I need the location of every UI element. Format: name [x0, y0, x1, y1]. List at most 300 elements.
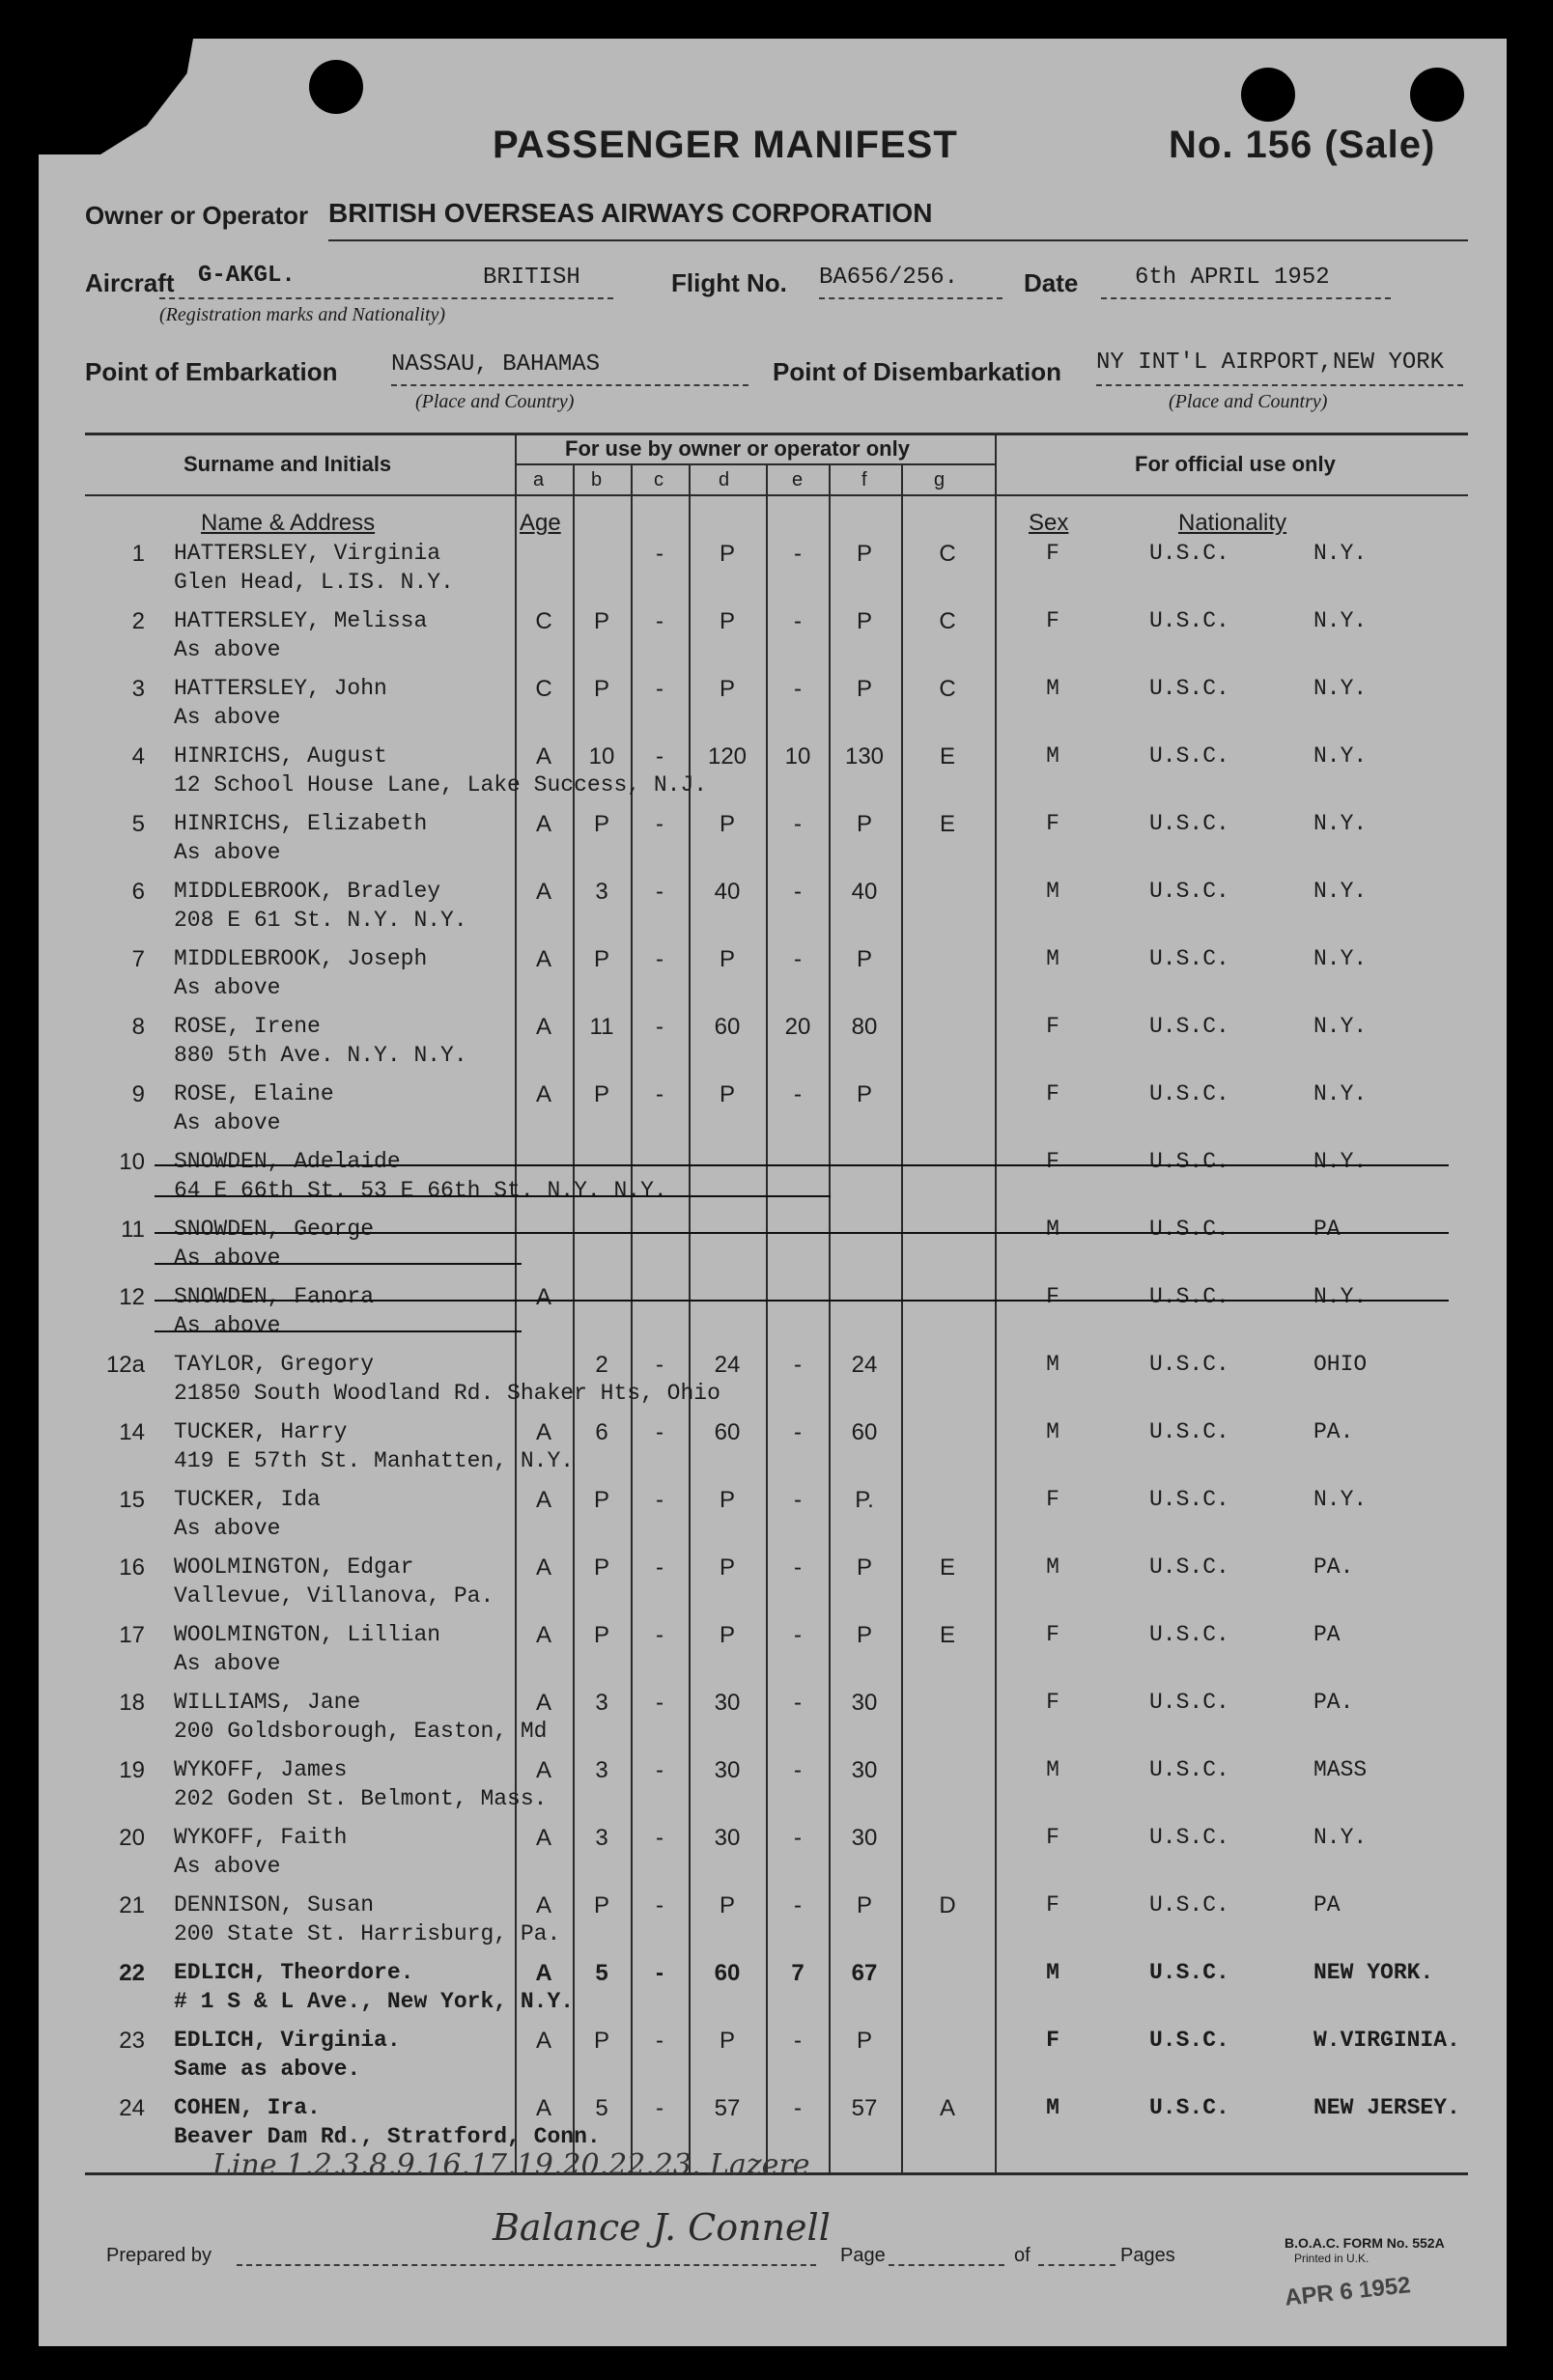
table-row: [39, 1352, 1507, 1419]
table-row: [39, 811, 1507, 879]
col-e-value: -: [794, 1487, 802, 1513]
table-row: [39, 743, 1507, 811]
col-e-value: -: [794, 1825, 802, 1851]
col-a-value: A: [535, 2095, 551, 2121]
col-c-value: -: [656, 1554, 664, 1581]
col-b-value: P: [593, 946, 609, 972]
sex-value: F: [1046, 811, 1059, 836]
col-d-value: 60: [714, 1014, 741, 1040]
passenger-name: MIDDLEBROOK, Bradley: [174, 879, 441, 904]
col-b-value: P: [593, 608, 609, 634]
col-e-value: 10: [784, 743, 811, 770]
nationality-value: U.S.C.: [1149, 1825, 1229, 1850]
col-e-value: -: [794, 1892, 802, 1918]
aircraft-label: Aircraft: [85, 268, 175, 297]
sex-value: F: [1046, 1622, 1059, 1647]
sex-value: M: [1046, 879, 1059, 904]
passenger-address: 880 5th Ave. N.Y. N.Y.: [174, 1043, 467, 1068]
col-b-value: 6: [595, 1419, 608, 1445]
col-g-value: D: [939, 1892, 956, 1918]
row-number: 6: [131, 879, 145, 905]
nationality-value: U.S.C.: [1149, 1149, 1229, 1174]
disembark-hint: (Place and Country): [1169, 391, 1328, 412]
state-value: N.Y.: [1313, 1014, 1368, 1039]
strike-through: [155, 1232, 1449, 1234]
col-c-value: -: [656, 1014, 664, 1040]
col-d-value: P: [719, 946, 735, 972]
passenger-name: EDLICH, Theordore.: [174, 1960, 414, 1985]
col-c-value: -: [656, 1825, 664, 1851]
col-a-value: A: [535, 811, 551, 837]
manifest-number: No. 156 (Sale): [1169, 124, 1436, 166]
col-a-value: A: [535, 1757, 551, 1783]
nationality-value: U.S.C.: [1149, 1487, 1229, 1512]
field-line: [819, 297, 1002, 299]
disembark-label: Point of Disembarkation: [773, 357, 1062, 386]
col-a-value: A: [535, 1825, 551, 1851]
table-row: [39, 1149, 1507, 1217]
state-value: PA.: [1313, 1690, 1354, 1715]
handwritten-line-list: Line 1.2.3.8.9.16.17.19.20.22.23. Lazere: [212, 2148, 810, 2182]
col-a-value: C: [535, 608, 552, 634]
passenger-name: WOOLMINGTON, Lillian: [174, 1622, 441, 1647]
divider: [328, 239, 1468, 241]
col-c-value: -: [656, 608, 664, 634]
passenger-name: COHEN, Ira.: [174, 2095, 321, 2120]
passenger-address: 200 State St. Harrisburg, Pa.: [174, 1921, 561, 1946]
col-a-value: A: [535, 1081, 551, 1107]
sex-value: M: [1046, 676, 1059, 701]
col-f-header: f: [861, 469, 867, 490]
field-line: [237, 2264, 816, 2266]
state-value: N.Y.: [1313, 811, 1368, 836]
col-b-header: b: [591, 469, 603, 490]
table-row: [39, 1825, 1507, 1892]
col-g-header: g: [934, 469, 946, 490]
passenger-name: SNOWDEN, George: [174, 1217, 375, 1242]
col-b-value: 11: [589, 1014, 614, 1040]
col-b-value: 3: [595, 1757, 608, 1783]
date-stamp: APR 6 1952: [1283, 2272, 1412, 2311]
row-number: 24: [119, 2095, 145, 2121]
col-d-value: 120: [707, 743, 748, 770]
col-e-value: -: [794, 811, 802, 837]
nationality-value: U.S.C.: [1149, 2028, 1229, 2053]
col-e-header: e: [792, 469, 804, 490]
table-row: [39, 541, 1507, 608]
row-number: 10: [119, 1149, 145, 1175]
nationality-value: U.S.C.: [1149, 1622, 1229, 1647]
table-row: [39, 1757, 1507, 1825]
col-g-value: E: [939, 743, 955, 770]
prepared-by-label: Prepared by: [106, 2245, 212, 2266]
col-d-value: P: [719, 1081, 735, 1107]
table-row: [39, 1014, 1507, 1081]
col-c-value: -: [656, 2028, 664, 2054]
state-value: N.Y.: [1313, 1825, 1368, 1850]
col-c-value: -: [656, 743, 664, 770]
passenger-address: As above: [174, 1854, 281, 1879]
form-number: B.O.A.C. FORM No. 552A: [1285, 2235, 1445, 2251]
passenger-name: HATTERSLEY, John: [174, 676, 387, 701]
col-a-value: A: [535, 2028, 551, 2054]
col-g-value: C: [939, 676, 956, 702]
sex-subheader: Sex: [1029, 510, 1069, 536]
col-f-value: 30: [851, 1825, 878, 1851]
col-c-value: -: [656, 1419, 664, 1445]
passenger-name: TAYLOR, Gregory: [174, 1352, 375, 1377]
table-row: [39, 1554, 1507, 1622]
state-value: N.Y.: [1313, 1284, 1368, 1309]
table-row: [39, 2028, 1507, 2095]
passenger-address: Glen Head, L.IS. N.Y.: [174, 570, 454, 595]
passenger-address: 64 E 66th St. 53 E 66th St. N.Y. N.Y.: [174, 1178, 667, 1203]
col-c-value: -: [656, 879, 664, 905]
passenger-address: 200 Goldsborough, Easton, Md: [174, 1719, 548, 1744]
row-number: 14: [119, 1419, 145, 1445]
state-value: PA.: [1313, 1419, 1354, 1444]
col-e-value: 7: [791, 1960, 805, 1986]
aircraft-registration: G-AKGL.: [198, 263, 296, 289]
sex-value: M: [1046, 1757, 1059, 1782]
table-row: [39, 676, 1507, 743]
sex-value: F: [1046, 1892, 1059, 1918]
row-number: 11: [121, 1217, 145, 1243]
nationality-value: U.S.C.: [1149, 1757, 1229, 1782]
col-d-value: P: [719, 811, 735, 837]
row-number: 2: [131, 608, 145, 634]
state-value: N.Y.: [1313, 541, 1368, 566]
nationality-value: U.S.C.: [1149, 1217, 1229, 1242]
col-d-value: 24: [714, 1352, 741, 1378]
col-d-value: P: [719, 608, 735, 634]
of-label: of: [1014, 2245, 1031, 2266]
col-d-value: P: [719, 1622, 735, 1648]
row-number: 16: [119, 1554, 145, 1581]
sex-value: M: [1046, 1352, 1059, 1377]
row-number: 17: [119, 1622, 145, 1648]
col-f-value: P: [856, 1892, 872, 1918]
table-row: [39, 879, 1507, 946]
field-line: [391, 384, 748, 386]
col-c-value: -: [656, 1487, 664, 1513]
nationality-value: U.S.C.: [1149, 946, 1229, 971]
col-e-value: -: [794, 1690, 802, 1716]
owner-use-header: For use by owner or operator only: [565, 436, 910, 461]
sex-value: F: [1046, 1149, 1059, 1174]
strike-through: [155, 1263, 522, 1265]
row-number: 3: [131, 676, 145, 702]
state-value: N.Y.: [1313, 1487, 1368, 1512]
passenger-name: ROSE, Irene: [174, 1014, 321, 1039]
col-f-value: 130: [844, 743, 885, 770]
row-number: 18: [119, 1690, 145, 1716]
passenger-name: DENNISON, Susan: [174, 1892, 375, 1918]
name-address-subheader: Name & Address: [201, 510, 376, 536]
aircraft-hint: (Registration marks and Nationality): [159, 304, 446, 325]
nationality-value: U.S.C.: [1149, 1081, 1229, 1106]
surname-header: Surname and Initials: [184, 452, 392, 476]
col-d-value: 30: [714, 1757, 741, 1783]
col-a-header: a: [533, 469, 545, 490]
table-row: [39, 1419, 1507, 1487]
sex-value: F: [1046, 541, 1059, 566]
col-c-value: -: [656, 1352, 664, 1378]
row-number: 12a: [105, 1352, 145, 1378]
col-b-value: 3: [595, 1690, 608, 1716]
strike-through: [155, 1300, 1449, 1302]
row-number: 22: [119, 1960, 145, 1986]
col-f-value: P: [856, 1622, 872, 1648]
sex-value: M: [1046, 1419, 1059, 1444]
col-c-value: -: [656, 676, 664, 702]
table-row: [39, 608, 1507, 676]
strike-through: [155, 1330, 522, 1332]
passenger-address: As above: [174, 1651, 281, 1676]
col-c-value: -: [656, 541, 664, 567]
printed-in: Printed in U.K.: [1294, 2252, 1369, 2265]
col-e-value: -: [794, 676, 802, 702]
age-subheader: Age: [520, 510, 561, 536]
nationality-value: U.S.C.: [1149, 676, 1229, 701]
punch-hole: [309, 60, 363, 114]
state-value: N.Y.: [1313, 946, 1368, 971]
col-f-value: P: [856, 946, 872, 972]
col-g-value: C: [939, 541, 956, 567]
state-value: N.Y.: [1313, 676, 1368, 701]
row-number: 12: [119, 1284, 145, 1310]
field-line: [1096, 384, 1463, 386]
nationality-value: U.S.C.: [1149, 1960, 1229, 1985]
col-e-value: -: [794, 608, 802, 634]
table-row: [39, 1487, 1507, 1554]
flight-number: BA656/256.: [819, 265, 959, 291]
passenger-address: Vallevue, Villanova, Pa.: [174, 1583, 494, 1609]
passenger-address: 202 Goden St. Belmont, Mass.: [174, 1786, 548, 1811]
state-value: PA: [1313, 1892, 1341, 1918]
sex-value: F: [1046, 1825, 1059, 1850]
col-a-value: A: [535, 1284, 551, 1310]
col-d-value: P: [719, 541, 735, 567]
col-a-value: A: [535, 1487, 551, 1513]
col-d-value: P: [719, 2028, 735, 2054]
col-b-value: 3: [595, 1825, 608, 1851]
strike-through: [155, 1164, 1449, 1166]
col-b-value: 3: [595, 879, 608, 905]
table-row: [39, 1892, 1507, 1960]
embark-hint: (Place and Country): [415, 391, 575, 412]
row-number: 20: [119, 1825, 145, 1851]
state-value: W.VIRGINIA.: [1313, 2028, 1460, 2053]
row-number: 1: [131, 541, 145, 567]
sex-value: F: [1046, 1081, 1059, 1106]
col-e-value: -: [794, 1757, 802, 1783]
nationality-value: U.S.C.: [1149, 1554, 1229, 1580]
col-g-value: E: [939, 1554, 955, 1581]
passenger-name: WYKOFF, Faith: [174, 1825, 348, 1850]
sex-value: F: [1046, 1690, 1059, 1715]
col-g-value: A: [939, 2095, 955, 2121]
nationality-value: U.S.C.: [1149, 608, 1229, 633]
passenger-address: As above: [174, 637, 281, 662]
table-top-rule: [85, 433, 1468, 435]
disembark-value: NY INT'L AIRPORT,NEW YORK: [1096, 350, 1445, 376]
passenger-name: WOOLMINGTON, Edgar: [174, 1554, 414, 1580]
passenger-name: WILLIAMS, Jane: [174, 1690, 361, 1715]
row-number: 23: [119, 2028, 145, 2054]
nationality-value: U.S.C.: [1149, 811, 1229, 836]
col-c-value: -: [656, 1757, 664, 1783]
passenger-address: As above: [174, 840, 281, 865]
field-line: [159, 297, 613, 299]
col-d-value: 30: [714, 1825, 741, 1851]
passenger-name: ROSE, Elaine: [174, 1081, 334, 1106]
col-f-value: P.: [855, 1487, 874, 1513]
col-f-value: P: [856, 676, 872, 702]
nationality-value: U.S.C.: [1149, 743, 1229, 769]
date-label: Date: [1024, 268, 1079, 297]
form-title: PASSENGER MANIFEST: [493, 124, 958, 166]
embark-value: NASSAU, BAHAMAS: [391, 351, 601, 378]
nationality-subheader: Nationality: [1178, 510, 1287, 536]
handwritten-signature: Balance J. Connell: [493, 2206, 831, 2249]
punch-hole: [1241, 68, 1295, 122]
col-a-value: A: [535, 1960, 552, 1986]
col-c-value: -: [656, 2095, 664, 2121]
row-number: 21: [119, 1892, 145, 1918]
col-f-value: P: [856, 811, 872, 837]
flight-label: Flight No.: [671, 268, 787, 297]
col-c-value: -: [656, 1960, 664, 1986]
table-row: [39, 1960, 1507, 2028]
col-e-value: -: [794, 541, 802, 567]
sex-value: M: [1046, 2095, 1059, 2120]
embark-label: Point of Embarkation: [85, 357, 338, 386]
sex-value: M: [1046, 1554, 1059, 1580]
col-c-value: -: [656, 1892, 664, 1918]
col-c-header: c: [654, 469, 664, 490]
col-b-value: 5: [595, 1960, 608, 1986]
passenger-address: As above: [174, 1246, 281, 1271]
col-d-value: P: [719, 1892, 735, 1918]
row-number: 9: [131, 1081, 145, 1107]
col-b-value: 5: [595, 2095, 608, 2121]
col-f-value: P: [856, 608, 872, 634]
col-g-value: E: [939, 811, 955, 837]
state-value: N.Y.: [1313, 1081, 1368, 1106]
col-b-value: 10: [588, 743, 615, 770]
col-f-value: 40: [851, 879, 878, 905]
header-rule: [85, 494, 1468, 496]
col-a-value: A: [535, 1622, 551, 1648]
col-c-value: -: [656, 1690, 664, 1716]
col-f-value: 24: [851, 1352, 878, 1378]
passenger-address: Beaver Dam Rd., Stratford, Conn.: [174, 2124, 601, 2149]
col-c-value: -: [656, 811, 664, 837]
state-value: N.Y.: [1313, 1149, 1368, 1174]
col-f-value: P: [856, 541, 872, 567]
col-a-value: A: [535, 879, 551, 905]
nationality-value: U.S.C.: [1149, 1419, 1229, 1444]
sex-value: F: [1046, 1487, 1059, 1512]
col-c-value: -: [656, 1622, 664, 1648]
col-f-value: 67: [851, 1960, 878, 1986]
passenger-address: 21850 South Woodland Rd. Shaker Hts, Ohio: [174, 1381, 720, 1406]
row-number: 5: [131, 811, 145, 837]
col-d-value: P: [719, 1554, 735, 1581]
col-d-value: P: [719, 676, 735, 702]
state-value: MASS: [1313, 1757, 1368, 1782]
col-f-value: P: [856, 1081, 872, 1107]
table-row: [39, 1217, 1507, 1284]
official-use-header: For official use only: [1135, 452, 1336, 476]
passenger-name: WYKOFF, James: [174, 1757, 348, 1782]
passenger-address: 12 School House Lane, Lake Success, N.J.: [174, 772, 708, 798]
passenger-address: As above: [174, 1313, 281, 1338]
sex-value: F: [1046, 1014, 1059, 1039]
col-d-header: d: [719, 469, 730, 490]
sex-value: M: [1046, 743, 1059, 769]
state-value: NEW JERSEY.: [1313, 2095, 1460, 2120]
col-e-value: -: [794, 1352, 802, 1378]
page-label: Page: [840, 2245, 886, 2266]
col-a-value: A: [535, 946, 551, 972]
col-d-value: 57: [714, 2095, 741, 2121]
sex-value: F: [1046, 608, 1059, 633]
row-number: 7: [131, 946, 145, 972]
nationality-value: U.S.C.: [1149, 1014, 1229, 1039]
sex-value: M: [1046, 946, 1059, 971]
passenger-address: As above: [174, 1110, 281, 1135]
col-b-value: P: [593, 1892, 609, 1918]
passenger-address: As above: [174, 975, 281, 1000]
aircraft-nationality: BRITISH: [483, 265, 580, 291]
col-f-value: 30: [851, 1757, 878, 1783]
col-e-value: -: [794, 2095, 802, 2121]
passenger-address: # 1 S & L Ave., New York, N.Y.: [174, 1989, 575, 2014]
owner-value: BRITISH OVERSEAS AIRWAYS CORPORATION: [328, 198, 933, 228]
col-e-value: -: [794, 879, 802, 905]
passenger-name: MIDDLEBROOK, Joseph: [174, 946, 428, 971]
strike-through: [155, 1195, 831, 1197]
field-line: [889, 2264, 1004, 2266]
date-value: 6th APRIL 1952: [1135, 265, 1330, 291]
field-line: [1038, 2264, 1115, 2266]
col-f-value: 57: [851, 2095, 878, 2121]
nationality-value: U.S.C.: [1149, 541, 1229, 566]
col-e-value: -: [794, 1081, 802, 1107]
nationality-value: U.S.C.: [1149, 1892, 1229, 1918]
passenger-address: 208 E 61 St. N.Y. N.Y.: [174, 908, 467, 933]
nationality-value: U.S.C.: [1149, 1284, 1229, 1309]
passenger-address: 419 E 57th St. Manhatten, N.Y.: [174, 1448, 575, 1473]
col-d-value: 30: [714, 1690, 741, 1716]
passenger-address: As above: [174, 1516, 281, 1541]
col-e-value: -: [794, 946, 802, 972]
col-b-value: P: [593, 1622, 609, 1648]
col-b-value: P: [593, 1487, 609, 1513]
passenger-address: As above: [174, 705, 281, 730]
nationality-value: U.S.C.: [1149, 879, 1229, 904]
col-b-value: P: [593, 2028, 609, 2054]
col-d-value: P: [719, 1487, 735, 1513]
col-b-value: P: [593, 811, 609, 837]
state-value: N.Y.: [1313, 608, 1368, 633]
col-g-value: E: [939, 1622, 955, 1648]
row-number: 15: [119, 1487, 145, 1513]
col-c-value: -: [656, 946, 664, 972]
table-row: [39, 1622, 1507, 1690]
